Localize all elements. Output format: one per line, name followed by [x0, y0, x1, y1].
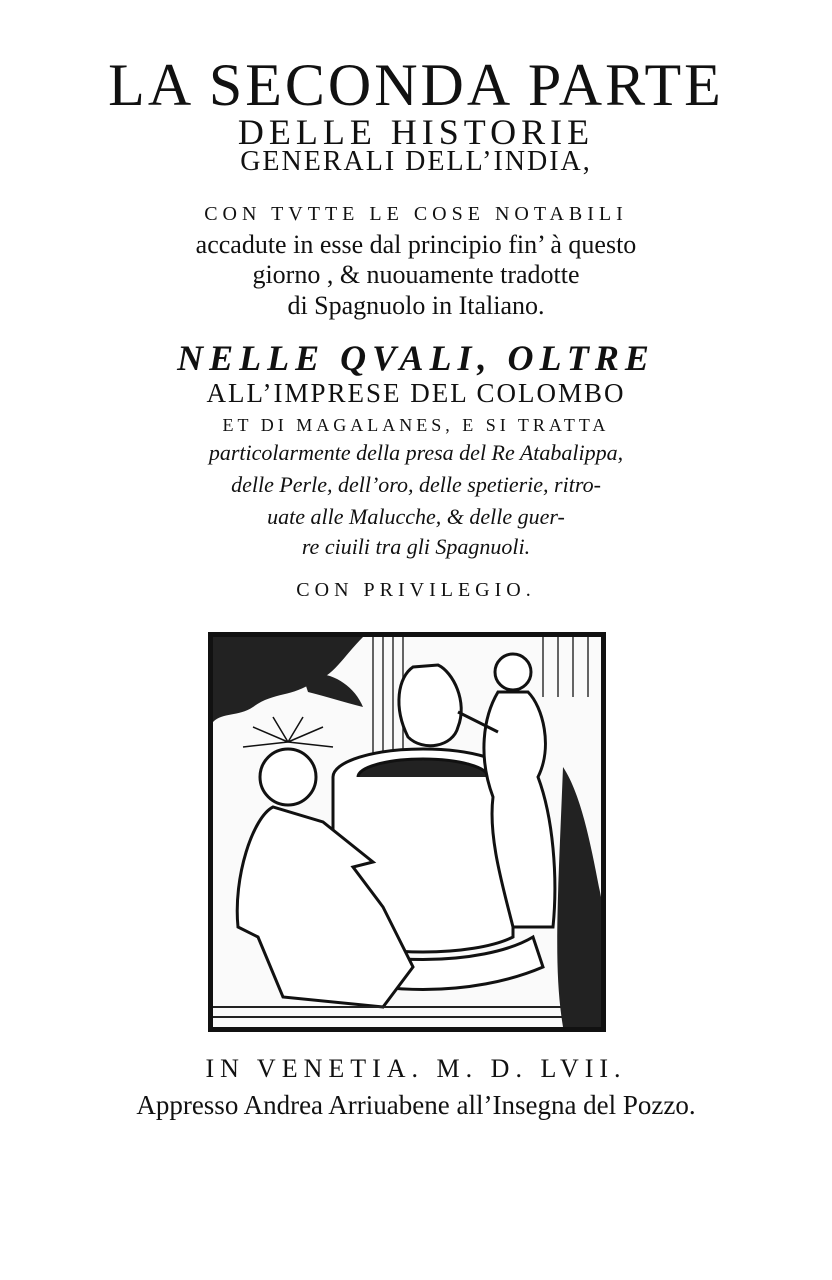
privilege-note: CON PRIVILEGIO.	[296, 579, 536, 601]
title-line-2: DELLE HISTORIE	[237, 112, 595, 152]
subtitle-line-1: CON TVTTE LE COSE NOTABILI	[204, 203, 628, 225]
contents-line-2: ET DI MAGALANES, E SI TRATTA	[222, 415, 610, 435]
title-line-3: GENERALI DELL’INDIA,	[240, 146, 592, 177]
subtitle-line-2: accadute in esse dal principio fin’ à questo	[195, 230, 637, 259]
woodcut-image	[213, 637, 601, 1027]
subtitle-line-3: giorno , & nuouamente tradotte	[252, 260, 580, 289]
imprint-place-date: IN VENETIA. M. D. LVII.	[205, 1054, 627, 1083]
subtitle-line-4: di Spagnuolo in Italiano.	[287, 291, 545, 320]
contents-line-1: ALL’IMPRESE DEL COLOMBO	[206, 378, 626, 408]
contents-line-4: delle Perle, dell’oro, delle spetierie, ritro-	[231, 472, 601, 497]
woodcut-illustration	[208, 632, 606, 1032]
contents-line-3: particolarmente della presa del Re Atabalippa,	[208, 440, 624, 465]
contents-heading: NELLE QVALI, OLTRE	[177, 338, 655, 378]
imprint-printer: Appresso Andrea Arriuabene all’Insegna del Pozzo.	[136, 1090, 696, 1120]
title-line-1: LA SECONDA PARTE	[108, 52, 724, 118]
contents-line-5: uate alle Malucche, & delle guer-	[267, 504, 565, 529]
contents-line-6: re ciuili tra gli Spagnuoli.	[301, 534, 531, 559]
